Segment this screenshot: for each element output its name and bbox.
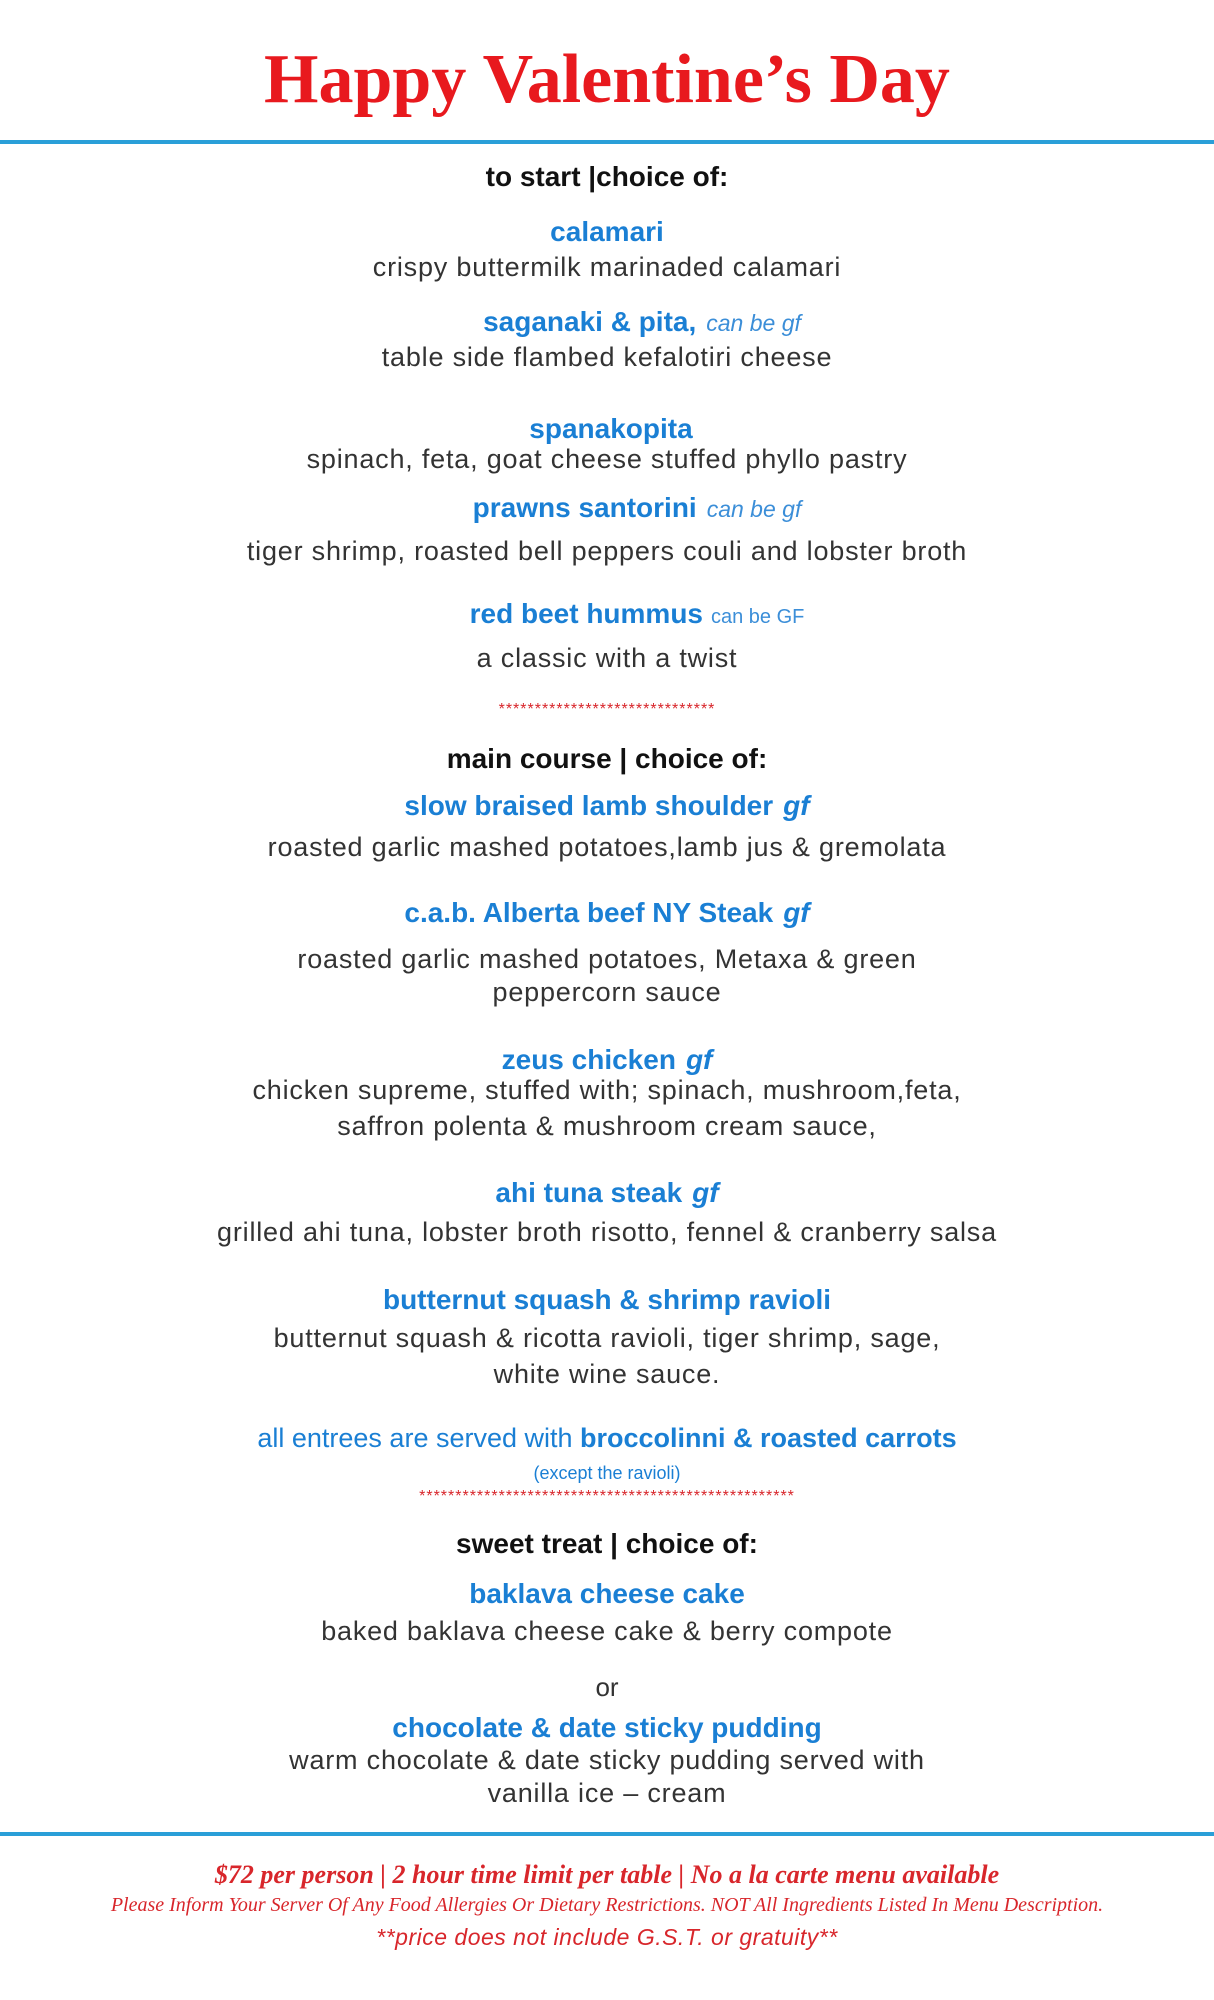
dish-saganaki <box>0 306 1214 338</box>
dish-name-hummus: red beet hummus <box>469 598 703 629</box>
dish-description-lamb: roasted garlic mashed potatoes,lamb jus & gremolata <box>267 832 947 862</box>
dish-name-calamari: calamari <box>550 216 664 247</box>
dish-hummus <box>0 598 1214 630</box>
dish-prawns <box>0 492 1214 524</box>
dish-description-calamari: crispy buttermilk marinaded calamari <box>372 252 842 282</box>
mains-heading: main course | choice of: <box>446 743 768 774</box>
top-divider <box>0 140 1214 144</box>
accompaniment-exception: (except the ravioli) <box>533 1463 681 1483</box>
dish-tag-tuna: gf <box>692 1177 719 1208</box>
accompaniment-sides: broccolinni & roasted carrots <box>580 1423 957 1453</box>
dish-tag-chicken: gf <box>685 1044 713 1075</box>
dish-tuna <box>0 1177 1214 1209</box>
dish-name-steak: c.a.b. Alberta beef NY Steak <box>404 897 774 928</box>
star-divider: ****************************** <box>498 701 716 718</box>
dish-name-chicken: zeus chicken <box>501 1044 676 1075</box>
dish-description-hummus: a classic with a twist <box>476 643 738 673</box>
dish-tag-lamb: gf <box>783 790 810 821</box>
dish-description-chicken-line2: saffron polenta & mushroom cream sauce, <box>337 1111 877 1141</box>
accompaniment-note <box>0 1423 1214 1454</box>
dish-description-chicken-line1: chicken supreme, stuffed with; spinach, mushroom,feta, <box>252 1075 962 1105</box>
accompaniment-intro: all entrees are served with <box>257 1423 573 1453</box>
dish-name-lamb: slow braised lamb shoulder <box>404 790 774 821</box>
allergy-notice: Please Inform Your Server Of Any Food Allergies Or Dietary Restrictions. NOT All Ingredients Listed In Menu Description. <box>110 1894 1104 1916</box>
dish-chicken <box>0 1044 1214 1076</box>
dish-steak <box>0 897 1214 929</box>
dessert-or: or <box>595 1672 619 1702</box>
page-title: Happy Valentine’s Day <box>264 41 950 118</box>
dish-description-prawns: tiger shrimp, roasted bell peppers couli and lobster broth <box>246 536 968 566</box>
dish-name-ravioli: butternut squash & shrimp ravioli <box>382 1284 832 1315</box>
dish-name-saganaki: saganaki & pita, <box>483 306 697 337</box>
desserts-heading: sweet treat | choice of: <box>456 1528 758 1559</box>
dish-name-spanakopita: spanakopita <box>529 413 693 444</box>
dish-note-prawns: can be gf <box>706 496 802 522</box>
pricing-line: $72 per person | 2 hour time limit per table | No a la carte menu available <box>214 1860 1000 1889</box>
dish-name-baklava: baklava cheese cake <box>469 1578 745 1609</box>
dish-name-pudding: chocolate & date sticky pudding <box>392 1712 822 1743</box>
dish-lamb <box>0 790 1214 822</box>
star-divider-2: **************************************************** <box>419 1488 795 1505</box>
dish-description-saganaki: table side flambed kefalotiri cheese <box>381 342 833 372</box>
dish-description-pudding-line2: vanilla ice – cream <box>487 1778 727 1808</box>
dish-description-steak-line2: peppercorn sauce <box>492 977 722 1007</box>
dish-description-pudding-line1: warm chocolate & date sticky pudding served with <box>289 1745 925 1775</box>
dish-note-hummus: can be GF <box>711 606 805 628</box>
dish-description-spanakopita: spinach, feta, goat cheese stuffed phyllo pastry <box>306 444 908 474</box>
dish-description-tuna: grilled ahi tuna, lobster broth risotto, fennel & cranberry salsa <box>217 1217 997 1247</box>
dish-description-ravioli-line1: butternut squash & ricotta ravioli, tiger shrimp, sage, <box>273 1323 941 1353</box>
dish-tag-steak: gf <box>783 897 810 928</box>
dish-description-baklava: baked baklava cheese cake & berry compote <box>321 1616 893 1646</box>
dish-name-prawns: prawns santorini <box>472 492 697 523</box>
starters-heading: to start |choice of: <box>485 161 729 192</box>
dish-description-ravioli-line2: white wine sauce. <box>493 1359 721 1389</box>
dish-name-tuna: ahi tuna steak <box>495 1177 683 1208</box>
bottom-divider <box>0 1832 1214 1836</box>
tax-notice: **price does not include G.S.T. or gratuity** <box>376 1924 838 1950</box>
dish-description-steak-line1: roasted garlic mashed potatoes, Metaxa & green <box>297 944 917 974</box>
dish-note-saganaki: can be gf <box>706 310 801 336</box>
